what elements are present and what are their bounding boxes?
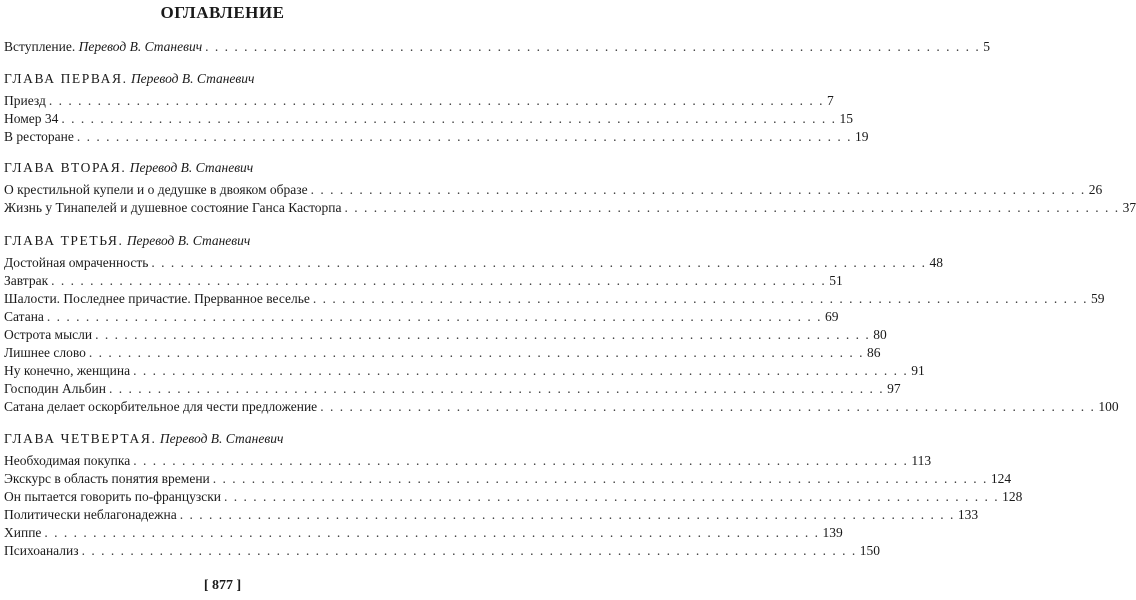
entry-title: В ресторане: [4, 129, 74, 144]
toc-entry: [4, 326, 887, 344]
dot-leader: . . . . . . . . . . . . . . . . . . . . . . . . . . . . . . . . . . . . . . . . . . . . . . . . . . . . . . . . . . . . . . . . . . . . . . . . . . . . . . . .: [151, 255, 927, 270]
entry-title: Лишнее слово: [4, 345, 86, 360]
toc-entry: [4, 470, 1012, 488]
entry-page: 7: [826, 93, 834, 108]
entry-title: Шалости. Последнее причастие. Прерванное веселье: [4, 291, 310, 306]
dot-leader: . . . . . . . . . . . . . . . . . . . . . . . . . . . . . . . . . . . . . . . . . . . . . . . . . . . . . . . . . . . . . . . . . . . . . . . . . . . . . . . .: [48, 93, 824, 108]
entry-title: Приезд: [4, 93, 46, 108]
toc-entry: [4, 254, 944, 272]
dot-leader: . . . . . . . . . . . . . . . . . . . . . . . . . . . . . . . . . . . . . . . . . . . . . . . . . . . . . . . . . . . . . . . . . . . . . . . . . . . . . . . .: [88, 345, 864, 360]
toc-entry: [4, 92, 834, 110]
page-number: [ 877 ]: [203, 578, 242, 593]
entry-title: Номер 34: [4, 111, 59, 126]
entry-page: 133: [957, 507, 979, 522]
toc-entry: [4, 344, 881, 362]
dot-leader: . . . . . . . . . . . . . . . . . . . . . . . . . . . . . . . . . . . . . . . . . . . . . . . . . . . . . . . . . . . . . . . . . . . . . . . . . . . . . . . .: [212, 471, 988, 486]
dot-leader: . . . . . . . . . . . . . . . . . . . . . . . . . . . . . . . . . . . . . . . . . . . . . . . . . . . . . . . . . . . . . . . . . . . . . . . . . . . . . . . .: [108, 381, 885, 396]
dot-leader: . . . . . . . . . . . . . . . . . . . . . . . . . . . . . . . . . . . . . . . . . . . . . . . . . . . . . . . . . . . . . . . . . . . . . . . . . . . . . . . .: [76, 129, 853, 144]
toc-entry: [4, 398, 1119, 416]
entry-page: 91: [911, 363, 925, 378]
toc-entry: [4, 290, 1105, 308]
page-title: ОГЛАВЛЕНИЕ: [160, 3, 285, 22]
toc-entry: [4, 308, 839, 326]
dot-leader: . . . . . . . . . . . . . . . . . . . . . . . . . . . . . . . . . . . . . . . . . . . . . . . . . . . . . . . . . . . . . . . . . . . . . . . . . . . . . . . .: [310, 182, 1086, 197]
chapter-heading: ГЛАВА ВТОРАЯ. Перевод В. Станевич: [4, 160, 254, 175]
entry-page: 80: [873, 327, 887, 342]
entry-page: 100: [1098, 399, 1119, 414]
dot-leader: . . . . . . . . . . . . . . . . . . . . . . . . . . . . . . . . . . . . . . . . . . . . . . . . . . . . . . . . . . . . . . . . . . . . . . . . . . . . . . . .: [320, 399, 1096, 414]
entry-title: Хиппе: [4, 525, 42, 540]
dot-leader: . . . . . . . . . . . . . . . . . . . . . . . . . . . . . . . . . . . . . . . . . . . . . . . . . . . . . . . . . . . . . . . . . . . . . . . . . . . . . . . .: [312, 291, 1089, 306]
entry-page: 26: [1088, 182, 1103, 197]
entry-title: Он пытается говорить по-французски: [4, 489, 221, 504]
toc-entry: [4, 362, 925, 380]
dot-leader: . . . . . . . . . . . . . . . . . . . . . . . . . . . . . . . . . . . . . . . . . . . . . . . . . . . . . . . . . . . . . . . . . . . . . . . . . . . . . . . .: [81, 543, 857, 558]
entry-title: Достойная омраченность: [4, 255, 149, 270]
toc-entry: [4, 488, 1023, 506]
toc-entry: [4, 272, 843, 290]
chapter-heading: ГЛАВА ПЕРВАЯ. Перевод В. Станевич: [4, 71, 255, 86]
chapter-heading: ГЛАВА ТРЕТЬЯ. Перевод В. Станевич: [4, 233, 251, 248]
toc-entry: [4, 542, 880, 560]
entry-page: 48: [929, 255, 944, 270]
dot-leader: . . . . . . . . . . . . . . . . . . . . . . . . . . . . . . . . . . . . . . . . . . . . . . . . . . . . . . . . . . . . . . . . . . . . . . . . . . . . . . . .: [133, 453, 909, 468]
entry-page: 128: [1002, 489, 1023, 504]
entry-page: 51: [829, 273, 843, 288]
dot-leader: . . . . . . . . . . . . . . . . . . . . . . . . . . . . . . . . . . . . . . . . . . . . . . . . . . . . . . . . . . . . . . . . . . . . . . . . . . . . . . . .: [205, 39, 981, 54]
dot-leader: . . . . . . . . . . . . . . . . . . . . . . . . . . . . . . . . . . . . . . . . . . . . . . . . . . . . . . . . . . . . . . . . . . . . . . . . . . . . . . . .: [51, 273, 827, 288]
toc-entry: [4, 380, 901, 398]
entry-title: Ну конечно, женщина: [4, 363, 131, 378]
dot-leader: . . . . . . . . . . . . . . . . . . . . . . . . . . . . . . . . . . . . . . . . . . . . . . . . . . . . . . . . . . . . . . . . . . . . . . . . . . . . . . . .: [46, 309, 823, 324]
dot-leader: . . . . . . . . . . . . . . . . . . . . . . . . . . . . . . . . . . . . . . . . . . . . . . . . . . . . . . . . . . . . . . . . . . . . . . . . . . . . . . . .: [133, 363, 909, 378]
entry-page: 150: [859, 543, 880, 558]
chapter-heading: ГЛАВА ЧЕТВЕРТАЯ. Перевод В. Станевич: [4, 431, 284, 446]
entry-title: Необходимая покупка: [4, 453, 131, 468]
entry-page: 86: [867, 345, 881, 360]
dot-leader: . . . . . . . . . . . . . . . . . . . . . . . . . . . . . . . . . . . . . . . . . . . . . . . . . . . . . . . . . . . . . . . . . . . . . . . . . . . . . . . .: [224, 489, 1000, 504]
toc-entry: [4, 181, 1103, 199]
toc-entry: [4, 506, 979, 524]
entry-title: Острота мысли: [4, 327, 93, 342]
entry-page: 59: [1091, 291, 1105, 306]
entry-page: 124: [990, 471, 1012, 486]
entry-page: 15: [839, 111, 854, 126]
entry-page: 69: [825, 309, 839, 324]
entry-title: Сатана делает оскорбительное для чести предложение: [4, 399, 318, 414]
dot-leader: . . . . . . . . . . . . . . . . . . . . . . . . . . . . . . . . . . . . . . . . . . . . . . . . . . . . . . . . . . . . . . . . . . . . . . . . . . . . . . . .: [179, 507, 955, 522]
toc-entry: [4, 38, 991, 56]
toc-entry: [4, 452, 932, 470]
entry-title: Жизнь у Тинапелей и душевное состояние Ганса Касторпа: [4, 200, 342, 215]
entry-title: Психоанализ: [4, 543, 79, 558]
entry-title: О крестильной купели и о дедушке в двояком образе: [4, 182, 308, 197]
entry-page: 19: [855, 129, 869, 144]
toc-entry: [4, 524, 843, 542]
entry-title: Господин Альбин: [4, 381, 106, 396]
dot-leader: . . . . . . . . . . . . . . . . . . . . . . . . . . . . . . . . . . . . . . . . . . . . . . . . . . . . . . . . . . . . . . . . . . . . . . . . . . . . . . . .: [44, 525, 820, 540]
entry-page: 5: [983, 39, 991, 54]
entry-title: Завтрак: [4, 273, 49, 288]
dot-leader: . . . . . . . . . . . . . . . . . . . . . . . . . . . . . . . . . . . . . . . . . . . . . . . . . . . . . . . . . . . . . . . . . . . . . . . . . . . . . . . .: [95, 327, 871, 342]
toc-entry: [4, 199, 1136, 217]
entry-page: 97: [887, 381, 901, 396]
toc-entry: [4, 128, 869, 146]
toc-entry: [4, 110, 854, 128]
dot-leader: . . . . . . . . . . . . . . . . . . . . . . . . . . . . . . . . . . . . . . . . . . . . . . . . . . . . . . . . . . . . . . . . . . . . . . . . . . . . . . . .: [61, 111, 837, 126]
entry-title: Экскурс в область понятия времени: [4, 471, 210, 486]
entry-page: 139: [822, 525, 843, 540]
entry-title: Политически неблагонадежна: [4, 507, 177, 522]
entry-title: Сатана: [4, 309, 44, 324]
dot-leader: . . . . . . . . . . . . . . . . . . . . . . . . . . . . . . . . . . . . . . . . . . . . . . . . . . . . . . . . . . . . . . . . . . . . . . . . . . . . . . . .: [344, 200, 1120, 215]
entry-page: 113: [911, 453, 932, 468]
entry-title: Вступление. Перевод В. Станевич: [4, 39, 203, 54]
entry-page: 37: [1122, 200, 1136, 215]
